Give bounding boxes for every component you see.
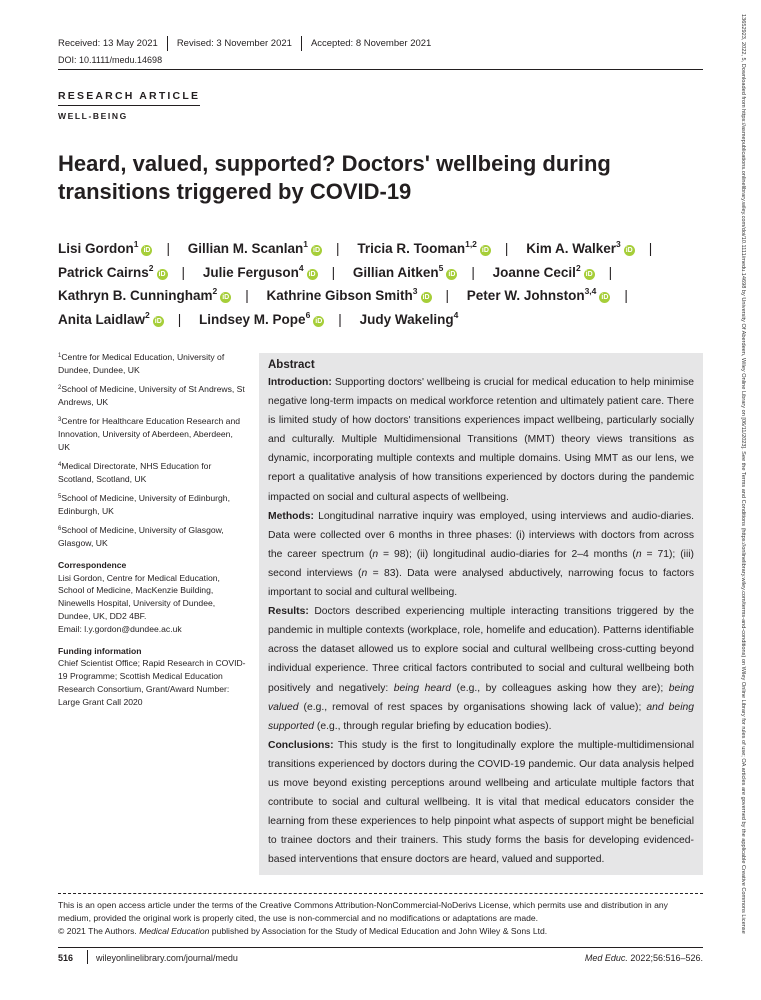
author: Anita Laidlaw$^2$iD xyxy=(58,309,162,327)
author-separator: | xyxy=(471,264,475,280)
orcid-icon[interactable]: iD xyxy=(585,270,593,278)
author: Kim A. Walker$^3$iD xyxy=(526,239,633,256)
author: Joanne Cecil$^2$iD xyxy=(492,262,593,280)
orcid-icon[interactable]: iD xyxy=(222,294,230,301)
copyright-text: © 2021 The Authors. Medical Education published by Association for the Study of Medical Education and John Wiley & Sons Ltd. xyxy=(58,925,548,936)
article-subject: WELL-BEING xyxy=(58,111,128,121)
author: Peter W. Johnston$^{3,4}$iD xyxy=(466,286,609,303)
journal-citation: Med Educ. 2022;56:516–526. xyxy=(584,953,703,963)
author: Lindsey M. Pope$^6$iD xyxy=(199,309,323,327)
orcid-icon[interactable]: iD xyxy=(625,247,633,254)
author-separator: | xyxy=(624,288,628,303)
abstract-box xyxy=(259,353,703,875)
abstract-methods: Methods: Longitudinal narrative inquiry was employed, using interviews and audio-diaries. Data were collected over 6 months in three phases: (i) interviews with doctors from across the career spectrum (n = 98); (ii) longitudinal audio-diaries for 2–4 months (n = 71); (iii) second interviews (n = 83). Data were analysed abductively, narrowing focus to factors important to social and cultural wellbeing. xyxy=(268,510,695,599)
author-separator: | xyxy=(608,264,613,280)
affiliation: $^4$Medical Directorate, NHS Education for Scotland, Scotland, UK xyxy=(58,461,212,484)
page-number: 516 xyxy=(58,953,74,963)
affiliation: $^1$Centre for Medical Education, University of Dundee, Dundee, UK xyxy=(58,352,225,375)
orcid-icon[interactable]: iD xyxy=(601,294,609,301)
abstract-conclusions: Conclusions: This study is the first to longitudinally explore the multiple-multidimensional transitions experienced by doctors during the COVID-19 pandemic. Our data analysis helped us move beyond existing perceptions around wellbeing and articulate multiple factors that contribute to social and cultural wellbeing. It is vital that medical educators consider the learning from these experiences to help pinpoint what aspects of support might be beneficial to trainee doctors and their trainers. This study forms the basis for developing evidenced-based interventions that ensure doctors are heard, valued and supported. xyxy=(268,739,694,866)
orcid-icon[interactable]: iD xyxy=(154,317,162,325)
author-separator: | xyxy=(245,288,249,303)
author: Kathrine Gibson Smith$^3$iD xyxy=(266,286,430,303)
author: Patrick Cairns$^2$iD xyxy=(58,262,166,280)
article-title: Heard, valued, supported? Doctors' wellbeing during transitions triggered by COVID-19 xyxy=(58,151,611,204)
funding-text: Chief Scientist Office; Rapid Research in COVID-19 Programme; Scottish Medical Education Research Consortium, Grant/Award Number: Large Grant Call 2020 xyxy=(58,658,246,707)
abstract-results: Results: Doctors described experiencing multiple interacting transitions triggered by the pandemic in multiple contexts (workplace, role, homelife and education). Patterns identifiable across the dataset allowed us to explore social and cultural wellbeing cross-cutting beyond individual experience. Three critical factors contributed to social and cultural wellbeing both positively and negatively: being heard (e.g., by colleagues asking how they are); being valued (e.g., removal of rest spaces by organisations showing lack of value); and being supported (e.g., through regular briefing by education bodies). xyxy=(268,606,695,732)
affiliation: $^6$School of Medicine, University of Glasgow, Glasgow, UK xyxy=(58,525,224,549)
author-list xyxy=(58,237,718,331)
header-divider xyxy=(58,69,703,70)
correspondence-email[interactable]: Email: l.y.gordon@dundee.ac.uk xyxy=(58,623,182,634)
license-notice xyxy=(58,899,703,937)
license-text: This is an open access article under the terms of the Creative Commons Attribution-NonCommercial-NoDerivs License, which permits use and distribution in any medium, provided the original work is properly cited, the use is non-commercial and no modifications or adaptations are made. xyxy=(58,900,668,923)
orcid-icon[interactable]: iD xyxy=(308,270,316,278)
author: Julie Ferguson$^4$iD xyxy=(202,262,316,280)
affiliation: $^5$School of Medicine, University of Edinburgh, Edinburgh, UK xyxy=(58,493,230,516)
affiliation: $^2$School of Medicine, University of St Andrews, St Andrews, UK xyxy=(58,384,245,407)
author: Tricia R. Tooman$^{1,2}$iD xyxy=(357,239,489,256)
author-separator: | xyxy=(177,311,182,327)
author-separator: | xyxy=(445,288,450,303)
orcid-icon[interactable]: iD xyxy=(143,247,151,254)
orcid-icon[interactable]: iD xyxy=(158,270,166,278)
article-type: RESEARCH ARTICLE xyxy=(58,90,200,106)
orcid-icon[interactable]: iD xyxy=(315,317,323,325)
author-separator: | xyxy=(336,241,340,256)
correspondence-address: Lisi Gordon, Centre for Medical Education, School of Medicine, MacKenzie Building, Ninewells Hospital, University of Dundee, Dundee, UK, DD2 4BF. xyxy=(58,572,220,622)
author-separator: | xyxy=(648,241,653,256)
author: Gillian Aitken$^5$iD xyxy=(352,262,456,280)
orcid-icon[interactable]: iD xyxy=(481,247,489,254)
footer-separator xyxy=(87,950,88,964)
author: Gillian M. Scanlan$^1$iD xyxy=(187,239,321,256)
journal-url-link[interactable]: wileyonlinelibrary.com/journal/medu xyxy=(96,953,238,963)
author-separator: | xyxy=(331,264,336,280)
article-dates xyxy=(58,36,440,51)
article-info-column xyxy=(58,351,246,709)
funding-heading: Funding information xyxy=(58,645,142,656)
correspondence-heading: Correspondence xyxy=(58,559,127,570)
download-notice-sidebar: 13652923, 2022, 5, Downloaded from https://asmepublications.onlinelibrary.wiley.com/doi/10.1111/medu.14698 by University Of Aberdeen, Wiley Online Library on [06/11/2023]. See the Terms and Conditions (https://onlinelibrary.wiley.com/terms-and-conditions) on Wiley Online Library for rules of use; OA articles are governed by the applicable Creative Commons License xyxy=(740,14,746,934)
doi-link[interactable]: DOI: 10.1111/medu.14698 xyxy=(58,55,163,65)
orcid-icon[interactable]: iD xyxy=(313,247,321,254)
author: Lisi Gordon$^1$iD xyxy=(58,239,151,256)
author-separator: | xyxy=(504,241,509,256)
author: Kathryn B. Cunningham$^2$iD xyxy=(58,286,230,303)
accepted-date: Accepted: 8 November 2021 xyxy=(310,38,432,49)
revised-date: Revised: 3 November 2021 xyxy=(176,38,292,49)
received-date: Received: 13 May 2021 xyxy=(58,38,158,49)
orcid-icon[interactable]: iD xyxy=(422,294,430,301)
license-divider xyxy=(58,893,703,894)
author-separator: | xyxy=(166,241,170,256)
abstract-heading: Abstract xyxy=(268,359,315,371)
author: Judy Wakeling$^4$ xyxy=(359,309,459,327)
author-separator: | xyxy=(181,264,186,280)
abstract-introduction: Introduction: Supporting doctors' wellbeing is crucial for medical education to help minimise negative long-term impacts on medical workforce retention and ultimately patient care. There is limited study of how doctors' transitions experiences impact wellbeing, particularly socially and culturally. Multiple Multidimensional Transitions (MMT) theory views transitions as dynamic, incorporating multiple contexts and multiple domains. Using MMT as our lens, we report a qualitative analysis of how transitions experienced by doctors during the pandemic impacted on social and cultural aspects of wellbeing. xyxy=(268,377,695,503)
footer-divider xyxy=(58,947,703,948)
author-separator: | xyxy=(338,311,342,327)
affiliation: $^3$Centre for Healthcare Education Research and Innovation, University of Aberdeen, Aberdeen, UK xyxy=(58,416,241,452)
orcid-icon[interactable]: iD xyxy=(448,270,456,278)
